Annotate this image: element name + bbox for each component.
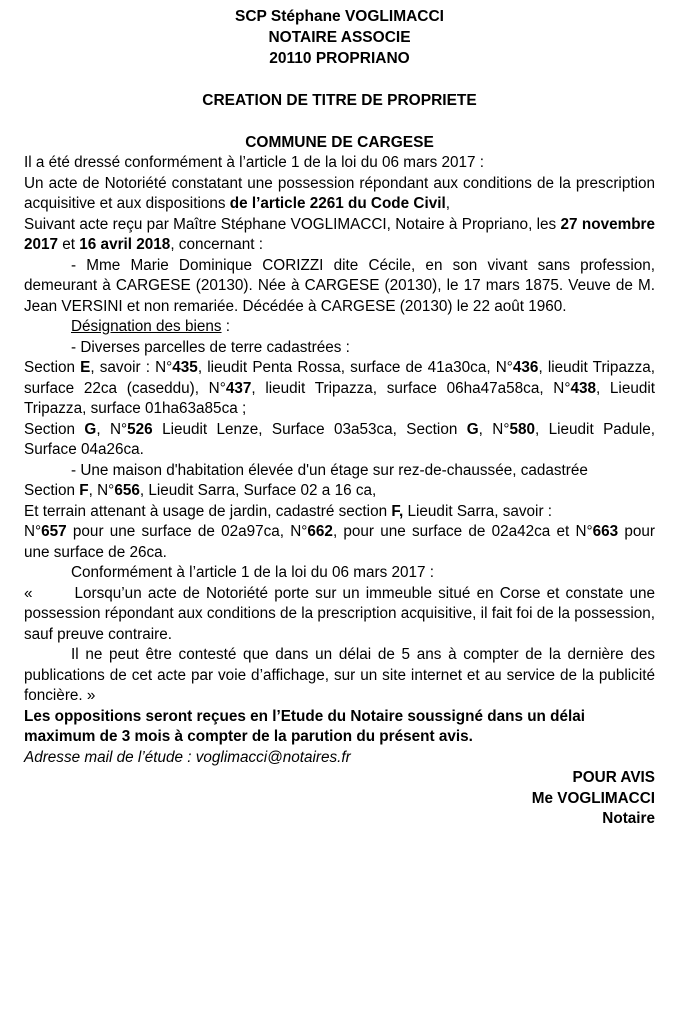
terrain-text-d: pour une surface de 02a97ca, N° xyxy=(66,523,308,540)
letterhead xyxy=(24,6,655,69)
parcelle-e-text-c: , lieudit Penta Rossa, surface de 41a30ca, N° xyxy=(197,359,513,376)
quoted-law-paragraph-1 xyxy=(24,584,655,646)
quote-open-guillemet: « xyxy=(24,584,33,602)
suivant-acte-paragraph xyxy=(24,215,655,256)
maison-section-letter-f: F xyxy=(79,482,89,499)
signature-pour-avis: POUR AVIS xyxy=(572,769,655,786)
signature-name: Me VOGLIMACCI xyxy=(531,789,655,807)
terrain-jardin-line xyxy=(24,502,655,523)
parcelle-e-text-b: , savoir : N° xyxy=(90,359,173,376)
parcelle-number-438: 438 xyxy=(570,379,596,397)
suivant-text-part2: , concernant : xyxy=(170,236,263,253)
acte-code-civil-bold: de l’article 2261 du Code Civil xyxy=(229,195,446,212)
personne-paragraph: - Mme Marie Dominique CORIZZI dite Cécile, en son vivant sans profession, demeurant à CARGESE (20130). Née à CARGESE (20130), le 17 mars 1875. Veuve de M. Jean VERSINI et non remariée. Décédée à CARGESE (20130) le 22 août 1960. xyxy=(24,256,655,315)
parcelle-e-text-f: , Lieudit Tripazza, surface 01ha63a85ca ; xyxy=(24,379,655,417)
terrain-text-e: , pour une surface de 02a42ca et N° xyxy=(332,523,593,540)
terrain-text-f: pour une surface de 26ca. xyxy=(24,523,655,561)
parcelles-section-g xyxy=(24,420,655,461)
acte-notoriete-paragraph xyxy=(24,174,655,215)
parcelle-number-437: 437 xyxy=(225,379,252,397)
parcelle-g-text-d: , N° xyxy=(478,420,510,438)
maison-text-c: , Lieudit Sarra, Surface 02 a 16 ca, xyxy=(139,482,377,499)
parcelle-g-text-a: Section xyxy=(24,420,85,438)
intro-paragraph: Il a été dressé conformément à l’article 1 de la loi du 06 mars 2017 : xyxy=(24,154,484,171)
email-line: Adresse mail de l’étude : voglimacci@notaires.fr xyxy=(24,748,351,766)
terrain-text-a: Et terrain attenant à usage de jardin, cadastré section xyxy=(24,502,392,520)
parcelle-number-580: 580 xyxy=(509,420,535,438)
signature-block xyxy=(24,768,655,830)
maison-text-a: Section xyxy=(24,482,80,499)
designation-suffix: : xyxy=(221,318,231,335)
terrain-section-letter-f: F, xyxy=(391,502,404,520)
parcelle-e-text-d: , lieudit Tripazza, surface 22ca (caseddu), N° xyxy=(24,359,656,397)
parcelle-section-letter-g-1: G xyxy=(84,420,97,438)
maison-section-f-line xyxy=(24,481,655,502)
parcelles-section-e xyxy=(24,358,655,420)
parcelle-g-text-e: , Lieudit Padule, Surface 04a26ca. xyxy=(24,420,655,458)
parcelle-g-text-c: Lieudit Lenze, Surface 03a53ca, Section xyxy=(152,420,467,438)
quote-text-1: Lorsqu’un acte de Notoriété porte sur un immeuble situé en Corse et constate une possession répondant aux conditions de la prescription acquisitive, il fait foi de la possession, sauf preuve contraire. xyxy=(24,584,655,643)
parcelle-section-letter-g-2: G xyxy=(466,420,479,438)
conformement-heading: Conformément à l’article 1 de la loi du 06 mars 2017 : xyxy=(71,564,435,581)
acte-text-part1: Un acte de Notoriété constatant une possession répondant aux conditions de la prescription acquisitive et aux dispositions xyxy=(24,174,655,212)
parcelle-number-662: 662 xyxy=(307,523,333,540)
firm-role: NOTAIRE ASSOCIE xyxy=(268,29,411,46)
oppositions-paragraph: Les oppositions seront reçues en l’Etude du Notaire soussigné dans un délai maximum de 3 mois à compter de la parution du présent avis. xyxy=(24,707,585,745)
parcelle-number-436: 436 xyxy=(512,359,539,376)
parcelle-number-435: 435 xyxy=(172,359,198,376)
parcelle-e-text-e: , lieudit Tripazza, surface 06ha47a58ca, N° xyxy=(251,379,571,397)
parcelle-number-657: 657 xyxy=(41,523,67,540)
date-16-avril-2018: 16 avril 2018 xyxy=(79,236,171,253)
parcelles-intro: - Diverses parcelles de terre cadastrées : xyxy=(71,338,350,356)
commune-title: COMMUNE DE CARGESE xyxy=(245,134,434,151)
firm-city: 20110 PROPRIANO xyxy=(269,50,410,67)
document-title: CREATION DE TITRE DE PROPRIETE xyxy=(202,92,477,109)
designation-heading xyxy=(24,317,655,338)
maison-text-b: , N° xyxy=(88,482,115,499)
suivant-text-part1: Suivant acte reçu par Maître Stéphane VOGLIMACCI, Notaire à Propriano, les xyxy=(24,215,561,233)
parcelle-e-text-a: Section xyxy=(24,359,81,376)
suivant-text-mid: et xyxy=(58,236,80,253)
quoted-law-paragraph-2: Il ne peut être contesté que dans un délai de 5 ans à compter de la dernière des publications de cet acte par voie d’affichage, sur un site internet et au service de la publicité foncière. » xyxy=(24,646,655,704)
designation-underlined-label: Désignation des biens xyxy=(71,318,222,335)
date-27-novembre-2017: 27 novembre 2017 xyxy=(24,215,656,253)
parcelle-g-text-b: , N° xyxy=(96,420,128,438)
parcelle-number-526: 526 xyxy=(127,420,153,438)
acte-text-part2: , xyxy=(445,195,450,212)
terrain-text-b: Lieudit Sarra, savoir : xyxy=(403,502,553,520)
terrain-text-c: N° xyxy=(24,523,42,540)
maison-intro: - Une maison d'habitation élevée d'un étage sur rez-de-chaussée, cadastrée xyxy=(71,461,588,479)
parcelle-section-letter-e: E xyxy=(80,359,91,376)
terrain-parcelles-line xyxy=(24,522,655,563)
parcelle-number-663: 663 xyxy=(592,523,619,540)
firm-name: SCP Stéphane VOGLIMACCI xyxy=(235,8,444,25)
parcelle-number-656: 656 xyxy=(114,482,140,499)
signature-role: Notaire xyxy=(602,810,655,827)
